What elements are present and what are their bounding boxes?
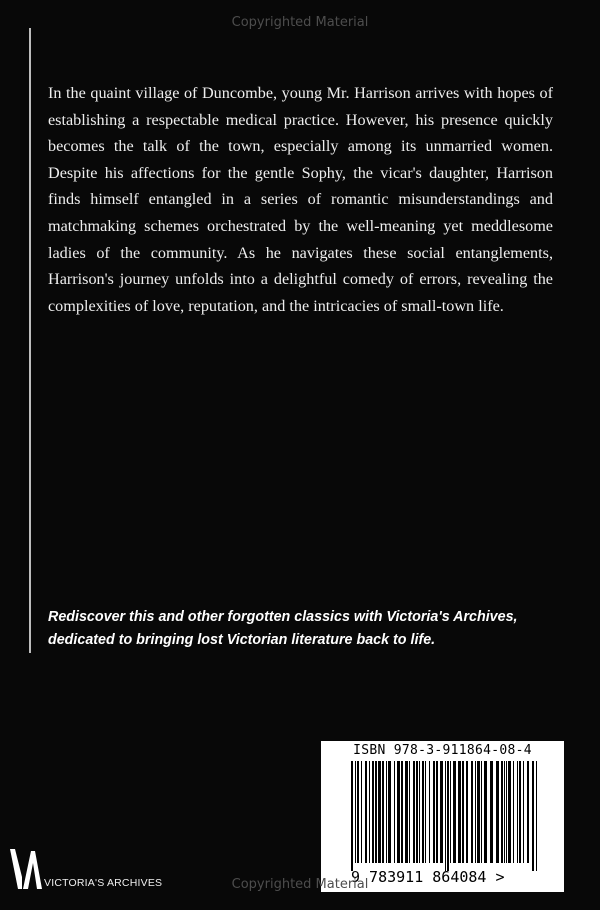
barcode-bars <box>351 761 541 871</box>
barcode-bar <box>422 761 424 863</box>
publisher-tagline <box>48 606 568 652</box>
barcode-bar <box>519 761 521 863</box>
barcode-bar <box>401 761 403 863</box>
barcode-bar <box>517 761 518 863</box>
watermark-bottom: Copyrighted Material <box>231 877 369 892</box>
barcode-bar <box>513 761 514 863</box>
barcode-bar <box>475 761 476 863</box>
barcode-bar <box>484 761 487 863</box>
barcode-bar <box>357 761 359 863</box>
isbn-barcode <box>321 741 564 892</box>
barcode-bar <box>496 761 499 863</box>
tagline-line-2: dedicated to bringing lost Victorian literature back to life. <box>48 632 436 648</box>
barcode-bar <box>416 761 418 863</box>
barcode-bar <box>369 761 370 863</box>
barcode-bar <box>372 761 374 863</box>
barcode-bar <box>501 761 503 863</box>
barcode-bar <box>375 761 377 863</box>
barcode-bar <box>433 761 435 863</box>
barcode-bar <box>351 761 353 871</box>
watermark-top: Copyrighted Material <box>231 15 369 30</box>
barcode-bar <box>466 761 468 863</box>
barcode-bar <box>471 761 473 863</box>
barcode-bar <box>440 761 443 863</box>
barcode-bar <box>504 761 505 863</box>
barcode-bar <box>532 761 534 871</box>
book-description: In the quaint village of Duncombe, young Mr. Harrison arrives with hopes of establishing a respectable medical practice. However, his presence quickly becomes the talk of the town, especially among its unmarried women. Despite his affections for the gentle Sophy, the vicar's daughter, Harrison finds himself entangled in a series of romantic misunderstandings and matchmaking schemes orchestrated by the well-meaning yet meddlesome ladies of the community. As he navigates these social entanglements, Harrison's journey unfolds into a delightful comedy of errors, revealing the complexities of love, reputation, and the intricacies of small-town life. <box>48 84 553 315</box>
barcode-bar <box>413 761 415 863</box>
barcode-bar <box>481 761 482 863</box>
barcode-bar <box>447 761 449 871</box>
barcode-digits: 9 783911 864084 > <box>351 868 505 886</box>
barcode-bar <box>365 761 367 863</box>
barcode-bar <box>490 761 493 863</box>
isbn-label: ISBN 978-3-911864-08-4 <box>353 743 532 758</box>
barcode-bar <box>409 761 410 863</box>
barcode-bar <box>386 761 387 863</box>
barcode-bar <box>445 761 446 871</box>
barcode-bar <box>527 761 529 863</box>
vertical-divider <box>29 28 31 653</box>
barcode-bar <box>506 761 507 863</box>
barcode-bar <box>355 761 356 863</box>
barcode-bar <box>425 761 426 863</box>
barcode-bar <box>388 761 391 863</box>
barcode-bar <box>462 761 464 863</box>
barcode-bar <box>508 761 511 863</box>
barcode-bar <box>397 761 400 863</box>
barcode-bar <box>458 761 461 863</box>
barcode-bar <box>361 761 362 863</box>
barcode-bar <box>453 761 456 863</box>
barcode-bar <box>405 761 408 863</box>
barcode-bar <box>419 761 420 863</box>
tagline-line-1: Rediscover this and other forgotten classics with Victoria's Archives, <box>48 609 518 625</box>
barcode-bar <box>450 761 451 863</box>
barcode-bar <box>523 761 524 863</box>
barcode-bar <box>382 761 384 863</box>
barcode-bar <box>477 761 480 863</box>
barcode-bar <box>429 761 430 863</box>
barcode-bar <box>436 761 438 863</box>
barcode-bar <box>378 761 381 863</box>
barcode-bar <box>536 761 537 871</box>
publisher-name: VICTORIA'S ARCHIVES <box>44 877 163 889</box>
barcode-bar <box>394 761 395 863</box>
